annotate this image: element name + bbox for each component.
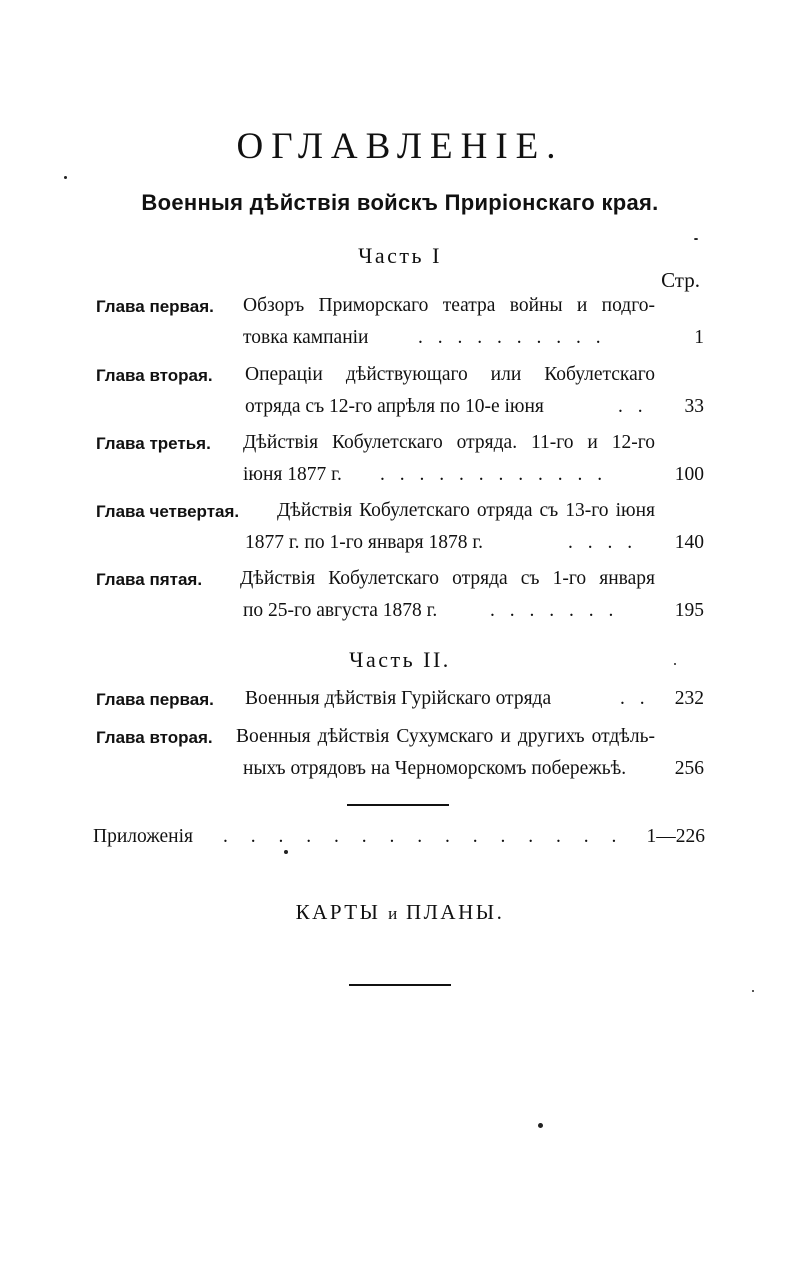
page-number: 33 [684,396,704,417]
chapter-label: Глава четвертая. [96,502,240,521]
part-heading-2: Часть II. [349,647,451,672]
scan-speck [674,663,676,665]
appendix-entry [93,826,705,856]
toc-entry [0,688,800,724]
leader-dots: . . . . . . . [490,600,619,621]
maps-heading [0,900,800,925]
chapter-title-line2: ныхъ отрядовъ на Черноморскомъ побережьѣ. [243,758,627,779]
chapter-title-line1: Дѣйствія Кобулетскаго отряда. 11-го и 12-го [243,432,655,453]
chapter-title-line2: 1877 г. по 1-го января 1878 г. [245,532,484,553]
leader-dots: . . . . . . . . . . . . . . . [223,826,626,847]
toc-entry [0,295,800,365]
page-number: 100 [674,464,704,485]
chapter-title-line2: по 25-го августа 1878 г. [243,600,438,621]
scan-speck [538,1123,543,1128]
scan-speck [752,990,754,992]
toc-entry [0,364,800,434]
toc-entry [0,500,800,570]
maps-conjunction: и [388,904,399,923]
leader-dots: . . [618,396,648,417]
chapter-title-line1: Дѣйствія Кобулетскаго отряда съ 13-го іюня [277,500,655,521]
page-number: 195 [674,600,704,621]
leader-dots: . . [620,688,650,709]
maps-word: КАРТЫ [295,900,381,924]
chapter-title-line1: Операціи дѣйствующаго или Кобулетскаго [245,364,655,385]
scan-speck [64,176,67,179]
chapter-title-line2: отряда съ 12-го апрѣля по 10-е іюня [245,396,544,417]
page-number: 256 [674,758,704,779]
chapter-label: Глава третья. [96,434,211,453]
chapter-label: Глава первая. [96,297,214,316]
leader-dots: . . . . . . . . . . [418,327,606,348]
toc-entry [0,568,800,638]
appendix-label: Приложенія [93,826,193,847]
book-subtitle: Военныя дѣйствія войскъ Приріонскаго края. [141,190,659,215]
scan-speck [694,238,698,240]
toc-entry [0,726,800,796]
appendix-pages: 1—226 [646,826,705,847]
scan-speck [284,850,288,854]
page-title: ОГЛАВЛЕНІЕ. [236,126,564,167]
leader-dots: . . . . [568,532,638,553]
chapter-title-line1: Военныя дѣйствія Сухумскаго и другихъ отдѣль- [236,726,655,747]
chapter-label: Глава вторая. [96,728,213,747]
chapter-title-line1: Дѣйствія Кобулетскаго отряда съ 1-го января [240,568,655,589]
page-number: 140 [674,532,704,553]
chapter-title-line1: Обзоръ Приморскаго театра войны и подго- [243,295,655,316]
chapter-title-line2: іюня 1877 г. [243,464,342,485]
chapter-title-line1: Военныя дѣйствія Гурійскаго отряда [245,688,552,709]
plans-word: ПЛАНЫ. [406,900,505,924]
part-heading-1: Часть I [358,243,442,268]
divider-rule [347,804,449,806]
chapter-title-line2: товка кампаніи [243,327,369,348]
chapter-label: Глава первая. [96,690,214,709]
leader-dots: . . . . . . . . . . . . [380,464,608,485]
chapter-label: Глава вторая. [96,366,213,385]
page-number: 232 [674,688,704,709]
page-column-label: Стр. [661,268,700,292]
chapter-label: Глава пятая. [96,570,203,589]
divider-rule [349,984,451,986]
toc-entry [0,432,800,502]
page-number: 1 [694,327,704,348]
